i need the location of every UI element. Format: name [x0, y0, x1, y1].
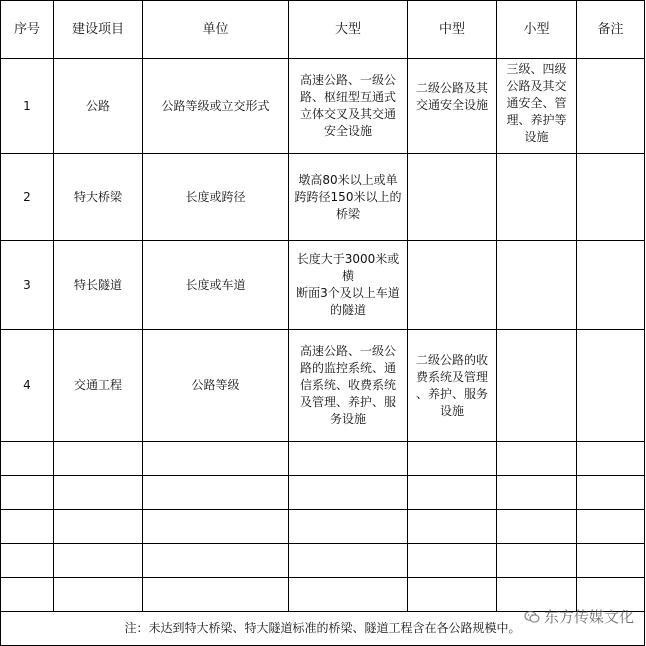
row-small — [497, 330, 577, 442]
table-row — [1, 330, 645, 442]
row-unit: 长度或车道 — [143, 241, 289, 330]
row-no: 1 — [1, 59, 54, 154]
header-large: 大型 — [289, 1, 408, 59]
row-medium — [408, 330, 497, 442]
row-medium — [408, 154, 497, 241]
table-row — [1, 241, 645, 330]
header-unit: 单位 — [143, 1, 289, 59]
row-no: 4 — [1, 330, 54, 442]
row-remark — [577, 59, 645, 154]
empty-row — [1, 544, 645, 578]
row-unit: 长度或跨径 — [143, 154, 289, 241]
table-note: 注：未达到特大桥梁、特大隧道标准的桥梁、隧道工程含在各公路规模中。 — [1, 612, 645, 646]
row-medium-text: 二级公路及其 交通安全设施 — [415, 81, 488, 112]
header-no: 序号 — [1, 1, 54, 59]
row-unit: 公路等级 — [143, 330, 289, 442]
header-small: 小型 — [497, 1, 577, 59]
row-large — [289, 330, 408, 442]
header-project: 建设项目 — [54, 1, 143, 59]
row-small — [497, 154, 577, 241]
header-medium: 中型 — [408, 1, 497, 59]
wechat-icon — [524, 609, 540, 625]
row-medium — [408, 59, 497, 154]
table-row — [1, 59, 645, 154]
empty-row — [1, 510, 645, 544]
table-row — [1, 154, 645, 241]
row-project: 交通工程 — [54, 330, 143, 442]
row-remark — [577, 330, 645, 442]
row-no: 3 — [1, 241, 54, 330]
row-remark — [577, 154, 645, 241]
row-large — [289, 241, 408, 330]
row-large — [289, 59, 408, 154]
row-project: 特大桥梁 — [54, 154, 143, 241]
watermark — [524, 606, 634, 627]
row-no: 2 — [1, 154, 54, 241]
empty-row — [1, 442, 645, 476]
row-medium-text: 二级公路的收 费系统及管理 、养护、服务 设施 — [415, 352, 488, 418]
row-remark — [577, 241, 645, 330]
row-small — [497, 241, 577, 330]
row-large — [289, 154, 408, 241]
row-large-text: 长度大于3000米或横 断面3个及以上车道 的隧道 — [296, 252, 400, 317]
row-large-text: 高速公路、一级公 路的监控系统、通 信系统、收费系统 及管理、养护、服 务设施 — [299, 344, 396, 426]
row-small — [497, 59, 577, 154]
row-large-text: 高速公路、一级公 路、枢纽型互通式 立体交叉及其交通 安全设施 — [299, 73, 396, 138]
row-project: 公路 — [54, 59, 143, 154]
watermark-text: 东方传媒文化 — [543, 608, 634, 626]
empty-row — [1, 476, 645, 510]
row-large-text: 墩高80米以上或单 跨跨径150米以上的 桥梁 — [294, 172, 402, 221]
header-row — [1, 1, 645, 59]
row-unit: 公路等级或立交形式 — [143, 59, 289, 154]
header-remark: 备注 — [577, 1, 645, 59]
row-medium — [408, 241, 497, 330]
row-project: 特长隧道 — [54, 241, 143, 330]
row-small-text: 三级、四级 公路及其交 通安全、管 理、养护等 设施 — [506, 61, 567, 144]
